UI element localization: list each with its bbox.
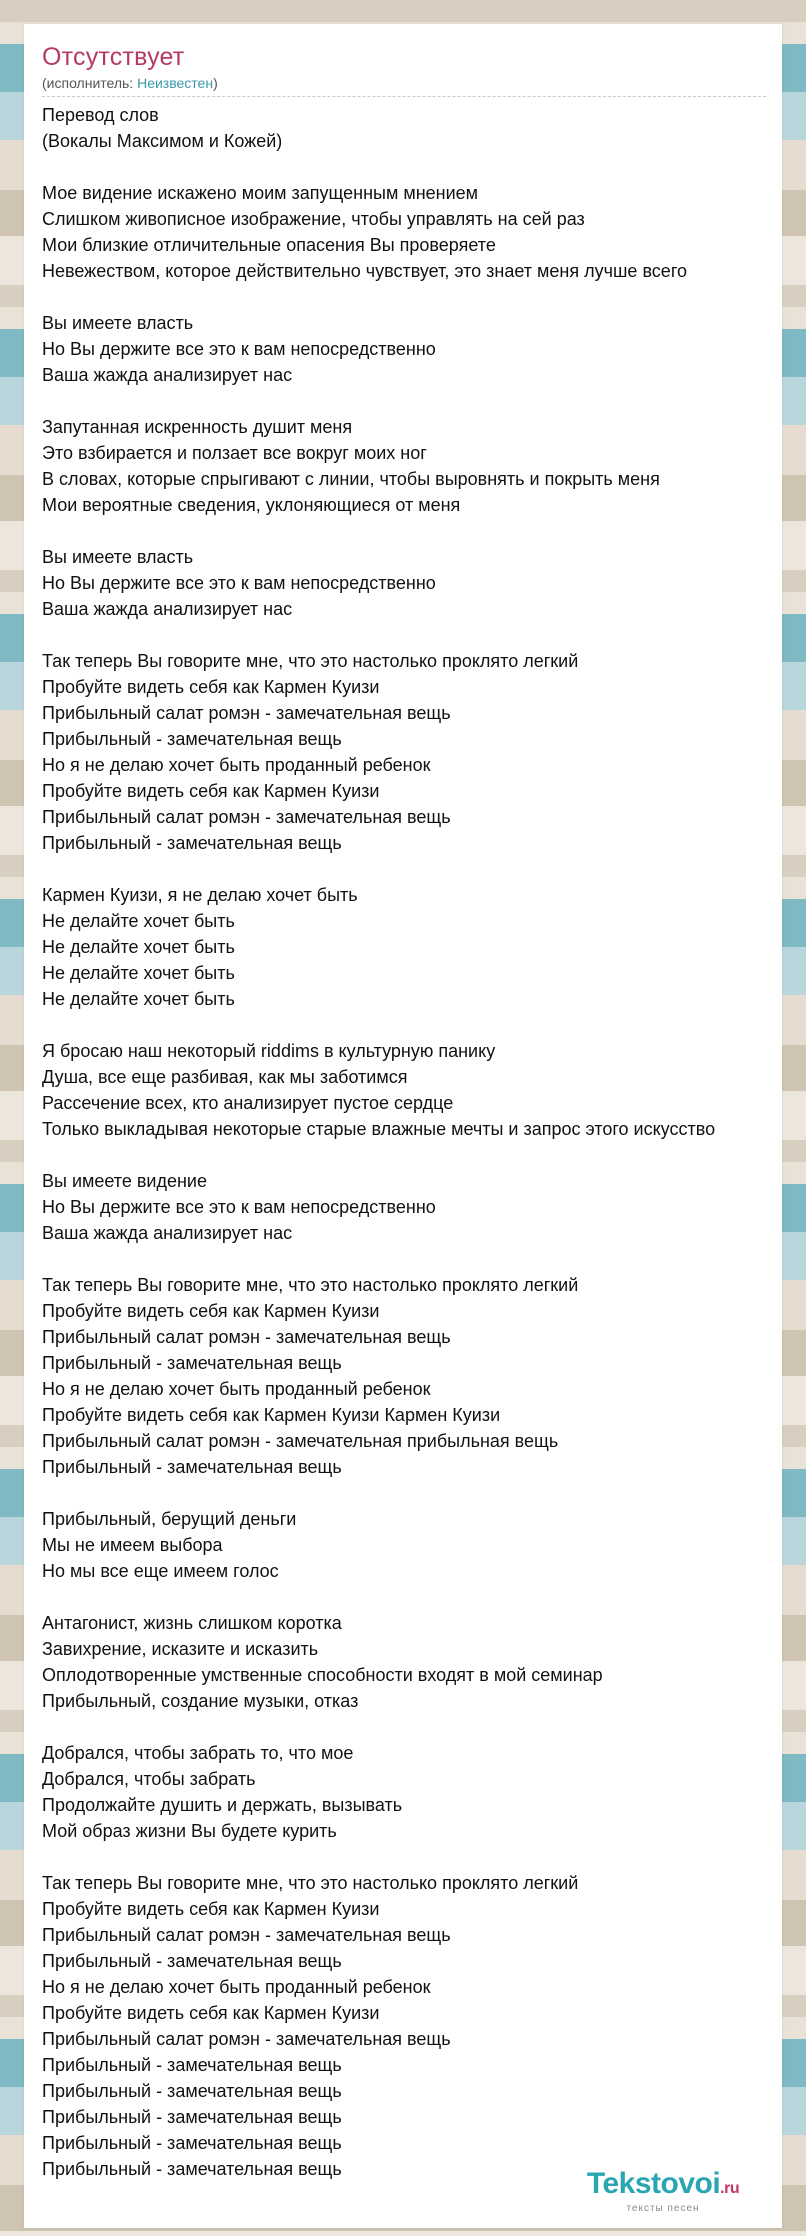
lyrics-body <box>42 102 802 2208</box>
lyric-line: Мы не имеем выбора <box>42 1535 223 1555</box>
lyrics-stanza <box>42 1168 802 1246</box>
header-divider <box>42 96 766 97</box>
lyric-line: Но я не делаю хочет быть проданный ребенок <box>42 1977 431 1997</box>
lyric-line: Прибыльный - замечательная вещь <box>42 2107 342 2127</box>
lyrics-stanza <box>42 1506 802 1584</box>
lyric-line: Прибыльный - замечательная вещь <box>42 833 342 853</box>
lyric-line: Добрался, чтобы забрать то, что мое <box>42 1743 354 1763</box>
song-header <box>42 42 764 97</box>
artist-line <box>42 74 764 92</box>
lyric-line: Прибыльный - замечательная вещь <box>42 729 342 749</box>
lyric-line: Прибыльный салат ромэн - замечательная вещь <box>42 1925 451 1945</box>
logo-wordmark <box>558 2168 768 2205</box>
lyrics-stanza <box>42 648 802 856</box>
lyric-line: Прибыльный, берущий деньги <box>42 1509 297 1529</box>
artist-prefix: (исполнитель: <box>42 75 138 91</box>
lyric-line: Но Вы держите все это к вам непосредственно <box>42 1197 436 1217</box>
lyrics-stanza <box>42 1740 802 1844</box>
lyric-line: Запутанная искренность душит меня <box>42 417 353 437</box>
lyric-line: Пробуйте видеть себя как Кармен Куизи <box>42 1899 380 1919</box>
lyrics-stanza <box>42 882 802 1012</box>
lyrics-stanza <box>42 310 802 388</box>
lyric-line: Прибыльный, создание музыки, отказ <box>42 1691 359 1711</box>
lyric-line: Перевод слов <box>42 105 159 125</box>
lyric-line: Вы имеете власть <box>42 313 194 333</box>
lyric-line: Но Вы держите все это к вам непосредственно <box>42 339 436 359</box>
lyric-line: Пробуйте видеть себя как Кармен Куизи <box>42 2003 380 2023</box>
lyric-line: Не делайте хочет быть <box>42 937 235 957</box>
lyric-line: Слишком живописное изображение, чтобы управлять на сей раз <box>42 209 585 229</box>
lyric-line: Прибыльный салат ромэн - замечательная прибыльная вещь <box>42 1431 559 1451</box>
lyric-line: Но я не делаю хочет быть проданный ребенок <box>42 1379 431 1399</box>
lyric-line: Мои близкие отличительные опасения Вы проверяете <box>42 235 496 255</box>
lyric-line: Оплодотворенные умственные способности входят в мой семинар <box>42 1665 603 1685</box>
lyric-line: Прибыльный - замечательная вещь <box>42 2159 342 2179</box>
lyric-line: Так теперь Вы говорите мне, что это настолько проклято легкий <box>42 1873 579 1893</box>
lyrics-stanza <box>42 1272 802 1480</box>
lyric-line: Не делайте хочет быть <box>42 989 235 1009</box>
lyric-line: Пробуйте видеть себя как Кармен Куизи Кармен Куизи <box>42 1405 501 1425</box>
lyric-line: Прибыльный салат ромэн - замечательная вещь <box>42 2029 451 2049</box>
lyric-line: Антагонист, жизнь слишком коротка <box>42 1613 342 1633</box>
lyric-line: Прибыльный салат ромэн - замечательная вещь <box>42 807 451 827</box>
lyric-line: Не делайте хочет быть <box>42 963 235 983</box>
lyric-line: Мои вероятные сведения, уклоняющиеся от меня <box>42 495 461 515</box>
lyric-line: Но мы все еще имеем голос <box>42 1561 279 1581</box>
lyrics-stanza <box>42 1038 802 1142</box>
lyric-line: Продолжайте душить и держать, вызывать <box>42 1795 403 1815</box>
lyric-line: Я бросаю наш некоторый riddims в культурную панику <box>42 1041 496 1061</box>
artist-suffix: ) <box>213 75 218 91</box>
lyrics-stanza <box>42 414 802 518</box>
lyric-line: Ваша жажда анализирует нас <box>42 365 293 385</box>
lyric-line: Кармен Куизи, я не делаю хочет быть <box>42 885 358 905</box>
lyric-line: (Вокалы Максимом и Кожей) <box>42 131 283 151</box>
site-logo[interactable] <box>558 2168 768 2214</box>
lyric-line: Прибыльный - замечательная вещь <box>42 1951 342 1971</box>
lyric-line: Это взбирается и ползает все вокруг моих ног <box>42 443 427 463</box>
lyrics-stanza <box>42 544 802 622</box>
lyric-line: Прибыльный - замечательная вещь <box>42 2133 342 2153</box>
lyric-line: Завихрение, исказите и исказить <box>42 1639 319 1659</box>
lyric-line: Так теперь Вы говорите мне, что это настолько проклято легкий <box>42 1275 579 1295</box>
lyrics-card <box>24 24 782 2228</box>
lyric-line: Рассечение всех, кто анализирует пустое сердце <box>42 1093 454 1113</box>
lyric-line: Вы имеете видение <box>42 1171 207 1191</box>
lyric-line: Только выкладывая некоторые старые влажные мечты и запрос этого искусство <box>42 1119 716 1139</box>
song-title: Отсутствует <box>42 43 185 71</box>
logo-tagline: тексты песен <box>626 2203 700 2214</box>
lyric-line: Мое видение искажено моим запущенным мнением <box>42 183 479 203</box>
artist-link[interactable]: Неизвестен <box>137 75 214 91</box>
lyric-line: Прибыльный салат ромэн - замечательная вещь <box>42 703 451 723</box>
lyric-line: Добрался, чтобы забрать <box>42 1769 256 1789</box>
lyric-line: Невежеством, которое действительно чувствует, это знает меня лучше всего <box>42 261 687 281</box>
lyric-line: Пробуйте видеть себя как Кармен Куизи <box>42 781 380 801</box>
lyric-line: Прибыльный - замечательная вещь <box>42 2055 342 2075</box>
lyric-line: Душа, все еще разбивая, как мы заботимся <box>42 1067 408 1087</box>
lyric-line: Не делайте хочет быть <box>42 911 235 931</box>
lyric-line: Но Вы держите все это к вам непосредственно <box>42 573 436 593</box>
lyric-line: Пробуйте видеть себя как Кармен Куизи <box>42 1301 380 1321</box>
lyric-line: Прибыльный - замечательная вещь <box>42 1353 342 1373</box>
lyric-line: В словах, которые спрыгивают с линии, чтобы выровнять и покрыть меня <box>42 469 660 489</box>
lyrics-stanza <box>42 1870 802 2182</box>
lyric-line: Но я не делаю хочет быть проданный ребенок <box>42 755 431 775</box>
logo-main-text: Tekstovoi <box>586 2167 721 2200</box>
logo-domain: .ru <box>720 2180 740 2197</box>
lyrics-stanza <box>42 102 802 154</box>
lyric-line: Ваша жажда анализирует нас <box>42 1223 293 1243</box>
lyrics-stanza <box>42 1610 802 1714</box>
lyric-line: Вы имеете власть <box>42 547 194 567</box>
lyrics-stanza <box>42 180 802 284</box>
lyric-line: Прибыльный - замечательная вещь <box>42 1457 342 1477</box>
lyric-line: Так теперь Вы говорите мне, что это настолько проклято легкий <box>42 651 579 671</box>
lyric-line: Прибыльный - замечательная вещь <box>42 2081 342 2101</box>
lyric-line: Пробуйте видеть себя как Кармен Куизи <box>42 677 380 697</box>
lyric-line: Ваша жажда анализирует нас <box>42 599 293 619</box>
lyric-line: Прибыльный салат ромэн - замечательная вещь <box>42 1327 451 1347</box>
lyric-line: Мой образ жизни Вы будете курить <box>42 1821 337 1841</box>
